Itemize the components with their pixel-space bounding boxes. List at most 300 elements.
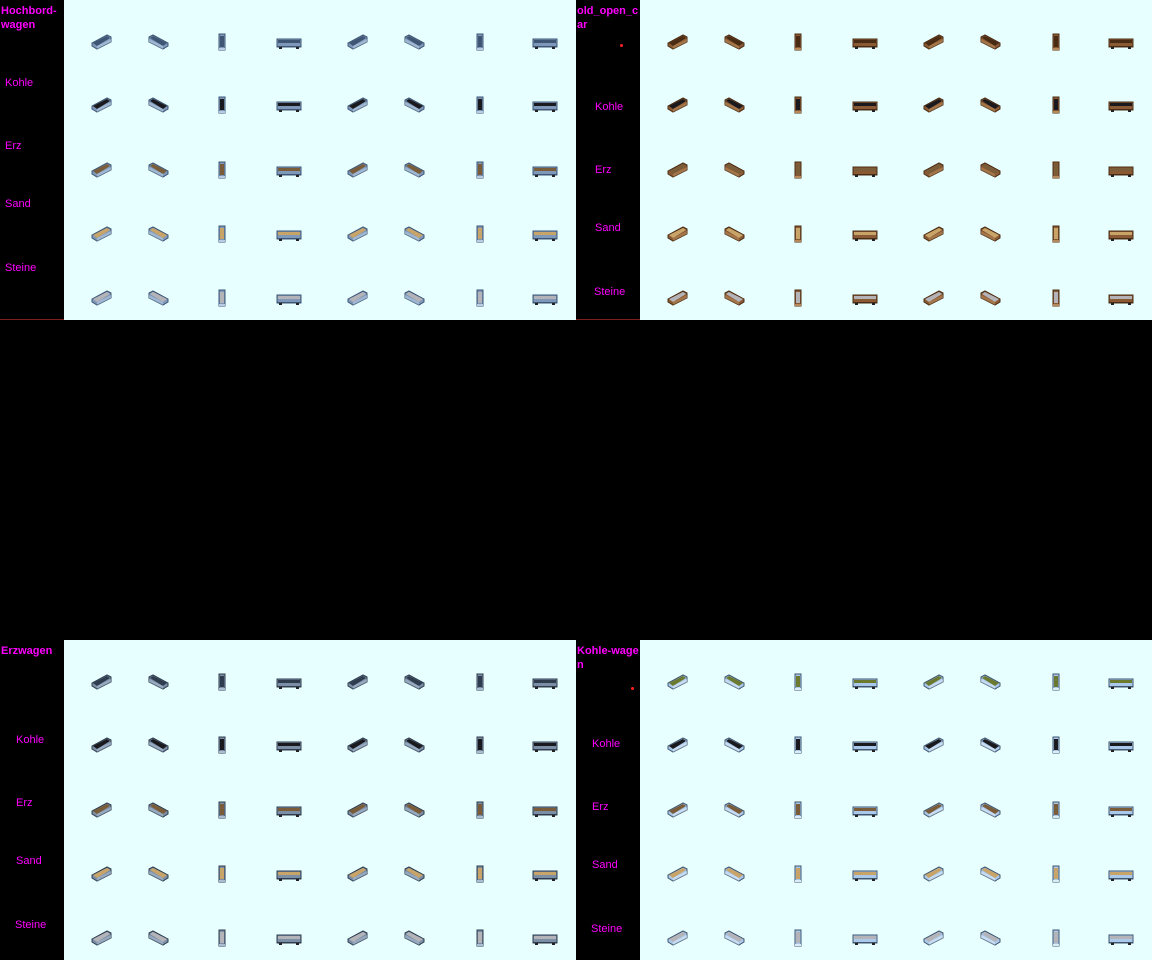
wagon-sprite-n-leer	[786, 32, 810, 52]
wagon-sprite-ne-kohle	[402, 735, 426, 755]
wagon-sprite-graphic	[146, 928, 170, 948]
wagon-sprite-graphic	[277, 800, 301, 820]
wagon-sprite-nw-steine	[90, 288, 114, 308]
wagon-sprite-graphic	[666, 672, 690, 692]
wagon-sprite-graphic	[146, 288, 170, 308]
wagon-sprite-graphic	[468, 735, 492, 755]
wagon-sprite-n-leer	[1044, 32, 1068, 52]
wagon-sprite-e-erz	[853, 160, 877, 180]
wagon-sprite-graphic	[978, 32, 1002, 52]
wagon-sprite-ne-sand	[978, 864, 1002, 884]
wagon-sprite-e-kohle	[277, 95, 301, 115]
wagon-sprite-ne-erz	[146, 160, 170, 180]
wagon-sprite-graphic	[786, 160, 810, 180]
wagon-sprite-n-sand	[210, 224, 234, 244]
wagon-sprite-graphic	[346, 800, 370, 820]
wagon-sprite-n-kohle	[1044, 95, 1068, 115]
wagon-sprite-graphic	[722, 800, 746, 820]
wagon-sprite-e-kohle	[853, 95, 877, 115]
wagon-sprite-graphic	[1109, 95, 1133, 115]
wagon-sprite-e-sand	[853, 224, 877, 244]
label-column	[0, 640, 64, 960]
wagon-sprite-e-steine	[277, 288, 301, 308]
wagon-sprite-n-leer	[468, 672, 492, 692]
wagon-sprite-graphic	[146, 672, 170, 692]
wagon-sprite-graphic	[1109, 800, 1133, 820]
wagon-sprite-graphic	[722, 735, 746, 755]
wagon-sprite-graphic	[90, 32, 114, 52]
wagon-sprite-n-leer	[210, 32, 234, 52]
wagon-sprite-graphic	[1044, 160, 1068, 180]
wagon-sprite-graphic	[346, 735, 370, 755]
wagon-sprite-graphic	[533, 160, 557, 180]
wagon-sprite-graphic	[1044, 95, 1068, 115]
wagon-sprite-graphic	[722, 95, 746, 115]
wagon-sprite-nw-leer	[666, 32, 690, 52]
wagon-sprite-n-sand	[468, 864, 492, 884]
wagon-sprite-graphic	[402, 672, 426, 692]
wagon-sprite-e-steine	[1109, 288, 1133, 308]
wagon-sprite-n-steine	[1044, 288, 1068, 308]
wagon-sprite-graphic	[90, 864, 114, 884]
wagon-sprite-nw-kohle	[666, 95, 690, 115]
sprite-sheet-erzwagen	[0, 640, 576, 960]
wagon-sprite-graphic	[978, 224, 1002, 244]
wagon-sprite-nw-leer	[90, 672, 114, 692]
wagon-sprite-ne-kohle	[402, 95, 426, 115]
wagon-sprite-ne-sand	[722, 224, 746, 244]
sheet-title: Erzwagen	[1, 645, 53, 657]
wagon-sprite-graphic	[402, 224, 426, 244]
sprite-grid	[64, 0, 576, 320]
wagon-sprite-nw-leer	[666, 672, 690, 692]
wagon-sprite-graphic	[277, 864, 301, 884]
cargo-label-kohle: Kohle	[592, 738, 621, 750]
wagon-sprite-ne-sand	[402, 864, 426, 884]
wagon-sprite-e-steine	[533, 288, 557, 308]
wagon-sprite-ne-kohle	[146, 95, 170, 115]
wagon-sprite-graphic	[978, 288, 1002, 308]
wagon-sprite-e-erz	[533, 800, 557, 820]
wagon-sprite-e-sand	[533, 224, 557, 244]
wagon-sprite-graphic	[1109, 672, 1133, 692]
wagon-sprite-n-kohle	[468, 95, 492, 115]
wagon-sprite-graphic	[922, 672, 946, 692]
wagon-sprite-graphic	[468, 288, 492, 308]
wagon-sprite-n-erz	[210, 160, 234, 180]
wagon-sprite-graphic	[1109, 224, 1133, 244]
sheet-title: Kohle-wagen	[577, 645, 639, 671]
wagon-sprite-n-erz	[468, 800, 492, 820]
wagon-sprite-nw-sand	[90, 864, 114, 884]
wagon-sprite-graphic	[722, 672, 746, 692]
wagon-sprite-e-sand	[1109, 224, 1133, 244]
wagon-sprite-graphic	[210, 800, 234, 820]
wagon-sprite-graphic	[786, 95, 810, 115]
wagon-sprite-graphic	[922, 928, 946, 948]
wagon-sprite-graphic	[1109, 32, 1133, 52]
sheet-title: Hochbord-wagen	[1, 5, 57, 31]
wagon-sprite-n-steine	[468, 928, 492, 948]
sprite-sheet-hochbordwagen	[0, 0, 576, 320]
wagon-sprite-graphic	[1109, 288, 1133, 308]
wagon-sprite-graphic	[468, 800, 492, 820]
wagon-sprite-ne-leer	[978, 32, 1002, 52]
wagon-sprite-graphic	[786, 864, 810, 884]
wagon-sprite-ne-erz	[402, 800, 426, 820]
wagon-sprite-graphic	[346, 864, 370, 884]
wagon-sprite-n-erz	[786, 800, 810, 820]
label-column	[576, 640, 640, 960]
wagon-sprite-nw-kohle	[922, 735, 946, 755]
wagon-sprite-graphic	[277, 224, 301, 244]
wagon-sprite-graphic	[533, 32, 557, 52]
wagon-sprite-e-steine	[1109, 928, 1133, 948]
cargo-label-steine: Steine	[15, 919, 47, 931]
wagon-sprite-graphic	[90, 672, 114, 692]
wagon-sprite-graphic	[853, 928, 877, 948]
wagon-sprite-ne-sand	[978, 224, 1002, 244]
wagon-sprite-e-kohle	[1109, 735, 1133, 755]
cargo-label-erz: Erz	[592, 801, 609, 813]
wagon-sprite-graphic	[210, 288, 234, 308]
wagon-sprite-graphic	[922, 95, 946, 115]
wagon-sprite-nw-steine	[922, 288, 946, 308]
wagon-sprite-graphic	[853, 735, 877, 755]
wagon-sprite-graphic	[468, 224, 492, 244]
wagon-sprite-graphic	[277, 160, 301, 180]
wagon-sprite-nw-steine	[666, 928, 690, 948]
wagon-sprite-nw-erz	[666, 800, 690, 820]
wagon-sprite-graphic	[146, 224, 170, 244]
wagon-sprite-ne-sand	[402, 224, 426, 244]
wagon-sprite-ne-leer	[722, 32, 746, 52]
wagon-sprite-graphic	[146, 864, 170, 884]
wagon-sprite-graphic	[210, 672, 234, 692]
wagon-sprite-n-sand	[1044, 864, 1068, 884]
wagon-sprite-graphic	[978, 735, 1002, 755]
origin-marker-dot	[620, 44, 623, 47]
wagon-sprite-ne-erz	[978, 800, 1002, 820]
cargo-label-erz: Erz	[16, 797, 33, 809]
wagon-sprite-n-kohle	[1044, 735, 1068, 755]
sprite-grid	[64, 640, 576, 960]
wagon-sprite-graphic	[346, 32, 370, 52]
wagon-sprite-graphic	[666, 224, 690, 244]
wagon-sprite-nw-kohle	[922, 95, 946, 115]
wagon-sprite-graphic	[210, 224, 234, 244]
wagon-sprite-ne-kohle	[978, 735, 1002, 755]
wagon-sprite-graphic	[786, 32, 810, 52]
wagon-sprite-graphic	[786, 224, 810, 244]
wagon-sprite-ne-erz	[402, 160, 426, 180]
wagon-sprite-nw-leer	[922, 32, 946, 52]
wagon-sprite-ne-kohle	[722, 735, 746, 755]
wagon-sprite-e-leer	[853, 672, 877, 692]
cargo-label-steine: Steine	[591, 923, 623, 935]
wagon-sprite-n-steine	[468, 288, 492, 308]
wagon-sprite-graphic	[922, 224, 946, 244]
wagon-sprite-ne-steine	[978, 288, 1002, 308]
wagon-sprite-graphic	[1109, 928, 1133, 948]
wagon-sprite-graphic	[786, 928, 810, 948]
wagon-sprite-graphic	[210, 160, 234, 180]
wagon-sprite-graphic	[468, 160, 492, 180]
sheet-baseline	[576, 319, 640, 320]
wagon-sprite-nw-leer	[922, 672, 946, 692]
wagon-sprite-e-kohle	[533, 735, 557, 755]
wagon-sprite-graphic	[722, 224, 746, 244]
wagon-sprite-n-sand	[1044, 224, 1068, 244]
wagon-sprite-e-sand	[1109, 864, 1133, 884]
wagon-sprite-n-leer	[468, 32, 492, 52]
wagon-sprite-graphic	[666, 288, 690, 308]
wagon-sprite-nw-erz	[346, 160, 370, 180]
wagon-sprite-n-sand	[468, 224, 492, 244]
cargo-label-kohle: Kohle	[595, 101, 624, 113]
wagon-sprite-graphic	[978, 928, 1002, 948]
wagon-sprite-graphic	[922, 735, 946, 755]
wagon-sprite-graphic	[533, 95, 557, 115]
wagon-sprite-e-erz	[277, 160, 301, 180]
wagon-sprite-graphic	[853, 160, 877, 180]
wagon-sprite-graphic	[1109, 160, 1133, 180]
wagon-sprite-graphic	[978, 864, 1002, 884]
wagon-sprite-graphic	[402, 928, 426, 948]
wagon-sprite-graphic	[90, 288, 114, 308]
wagon-sprite-e-erz	[277, 800, 301, 820]
wagon-sprite-ne-steine	[978, 928, 1002, 948]
wagon-sprite-graphic	[346, 288, 370, 308]
wagon-sprite-e-steine	[533, 928, 557, 948]
cargo-label-sand: Sand	[16, 855, 42, 867]
wagon-sprite-n-sand	[786, 224, 810, 244]
cargo-label-kohle: Kohle	[5, 77, 34, 89]
wagon-sprite-e-kohle	[1109, 95, 1133, 115]
wagon-sprite-graphic	[978, 800, 1002, 820]
cargo-label-steine: Steine	[5, 262, 37, 274]
wagon-sprite-nw-kohle	[666, 735, 690, 755]
wagon-sprite-graphic	[533, 672, 557, 692]
wagon-sprite-ne-steine	[146, 928, 170, 948]
wagon-sprite-ne-leer	[978, 672, 1002, 692]
wagon-sprite-graphic	[722, 928, 746, 948]
wagon-sprite-nw-sand	[346, 224, 370, 244]
wagon-sprite-nw-sand	[666, 224, 690, 244]
wagon-sprite-n-kohle	[210, 735, 234, 755]
wagon-sprite-graphic	[722, 32, 746, 52]
wagon-sprite-graphic	[666, 32, 690, 52]
cargo-label-sand: Sand	[5, 198, 31, 210]
wagon-sprite-graphic	[1044, 672, 1068, 692]
wagon-sprite-nw-sand	[922, 224, 946, 244]
wagon-sprite-ne-leer	[402, 672, 426, 692]
wagon-sprite-n-steine	[786, 928, 810, 948]
wagon-sprite-e-leer	[277, 32, 301, 52]
wagon-sprite-ne-erz	[722, 800, 746, 820]
wagon-sprite-e-steine	[853, 928, 877, 948]
wagon-sprite-nw-erz	[922, 160, 946, 180]
wagon-sprite-graphic	[210, 735, 234, 755]
wagon-sprite-e-sand	[533, 864, 557, 884]
wagon-sprite-graphic	[277, 672, 301, 692]
sprite-sheet-kohlewagen	[576, 640, 1152, 960]
wagon-sprite-n-erz	[210, 800, 234, 820]
wagon-sprite-graphic	[666, 95, 690, 115]
wagon-sprite-graphic	[1044, 800, 1068, 820]
wagon-sprite-n-steine	[1044, 928, 1068, 948]
wagon-sprite-graphic	[533, 864, 557, 884]
cargo-label-steine: Steine	[594, 286, 626, 298]
wagon-sprite-graphic	[210, 32, 234, 52]
wagon-sprite-ne-kohle	[978, 95, 1002, 115]
wagon-sprite-graphic	[90, 224, 114, 244]
wagon-sprite-n-sand	[210, 864, 234, 884]
wagon-sprite-graphic	[146, 95, 170, 115]
wagon-sprite-n-erz	[786, 160, 810, 180]
wagon-sprite-graphic	[210, 928, 234, 948]
wagon-sprite-graphic	[786, 735, 810, 755]
wagon-sprite-graphic	[853, 32, 877, 52]
wagon-sprite-graphic	[533, 800, 557, 820]
wagon-sprite-graphic	[146, 735, 170, 755]
wagon-sprite-e-kohle	[853, 735, 877, 755]
wagon-sprite-ne-leer	[146, 32, 170, 52]
wagon-sprite-n-erz	[1044, 160, 1068, 180]
cargo-label-sand: Sand	[592, 859, 618, 871]
wagon-sprite-nw-kohle	[90, 735, 114, 755]
wagon-sprite-graphic	[402, 288, 426, 308]
wagon-sprite-ne-sand	[722, 864, 746, 884]
origin-marker-dot	[631, 687, 634, 690]
wagon-sprite-nw-erz	[666, 160, 690, 180]
wagon-sprite-graphic	[402, 160, 426, 180]
wagon-sprite-n-steine	[786, 288, 810, 308]
wagon-sprite-n-sand	[786, 864, 810, 884]
wagon-sprite-ne-leer	[722, 672, 746, 692]
wagon-sprite-graphic	[346, 95, 370, 115]
wagon-sprite-graphic	[146, 32, 170, 52]
cargo-label-erz: Erz	[595, 164, 612, 176]
wagon-sprite-graphic	[90, 95, 114, 115]
wagon-sprite-n-steine	[210, 928, 234, 948]
wagon-sprite-graphic	[468, 928, 492, 948]
wagon-sprite-nw-kohle	[346, 95, 370, 115]
wagon-sprite-e-erz	[1109, 800, 1133, 820]
wagon-sprite-graphic	[468, 864, 492, 884]
wagon-sprite-ne-erz	[978, 160, 1002, 180]
wagon-sprite-e-kohle	[533, 95, 557, 115]
wagon-sprite-e-sand	[277, 864, 301, 884]
wagon-sprite-n-leer	[1044, 672, 1068, 692]
wagon-sprite-nw-erz	[346, 800, 370, 820]
wagon-sprite-graphic	[210, 864, 234, 884]
wagon-sprite-ne-sand	[146, 224, 170, 244]
wagon-sprite-n-steine	[210, 288, 234, 308]
wagon-sprite-nw-steine	[346, 288, 370, 308]
wagon-sprite-e-leer	[533, 32, 557, 52]
wagon-sprite-graphic	[978, 160, 1002, 180]
cargo-label-sand: Sand	[595, 222, 621, 234]
wagon-sprite-e-erz	[853, 800, 877, 820]
wagon-sprite-e-kohle	[277, 735, 301, 755]
wagon-sprite-graphic	[1044, 864, 1068, 884]
wagon-sprite-e-steine	[853, 288, 877, 308]
wagon-sprite-graphic	[468, 32, 492, 52]
wagon-sprite-graphic	[90, 735, 114, 755]
wagon-sprite-graphic	[922, 32, 946, 52]
wagon-sprite-graphic	[146, 160, 170, 180]
wagon-sprite-ne-erz	[146, 800, 170, 820]
wagon-sprite-ne-steine	[146, 288, 170, 308]
sprite-sheet-old-open-car	[576, 0, 1152, 320]
wagon-sprite-graphic	[922, 864, 946, 884]
wagon-sprite-e-erz	[1109, 160, 1133, 180]
wagon-sprite-nw-steine	[666, 288, 690, 308]
wagon-sprite-n-leer	[786, 672, 810, 692]
wagon-sprite-graphic	[533, 928, 557, 948]
wagon-sprite-nw-erz	[922, 800, 946, 820]
wagon-sprite-graphic	[853, 224, 877, 244]
wagon-sprite-graphic	[402, 864, 426, 884]
wagon-sprite-nw-erz	[90, 160, 114, 180]
wagon-sprite-graphic	[210, 95, 234, 115]
cargo-label-erz: Erz	[5, 140, 22, 152]
label-column	[576, 0, 640, 320]
wagon-sprite-n-kohle	[468, 735, 492, 755]
wagon-sprite-graphic	[1044, 735, 1068, 755]
wagon-sprite-graphic	[277, 32, 301, 52]
wagon-sprite-ne-leer	[146, 672, 170, 692]
wagon-sprite-graphic	[402, 735, 426, 755]
wagon-sprite-graphic	[1109, 735, 1133, 755]
wagon-sprite-nw-kohle	[90, 95, 114, 115]
wagon-sprite-nw-leer	[346, 32, 370, 52]
wagon-sprite-graphic	[786, 288, 810, 308]
sheet-title: old_open_car	[577, 5, 639, 31]
wagon-sprite-ne-kohle	[722, 95, 746, 115]
wagon-sprite-ne-sand	[146, 864, 170, 884]
wagon-sprite-graphic	[533, 735, 557, 755]
wagon-sprite-nw-sand	[922, 864, 946, 884]
wagon-sprite-e-steine	[277, 928, 301, 948]
wagon-sprite-graphic	[346, 160, 370, 180]
sprite-grid	[640, 0, 1152, 320]
wagon-sprite-nw-leer	[346, 672, 370, 692]
wagon-sprite-graphic	[922, 800, 946, 820]
wagon-sprite-graphic	[853, 864, 877, 884]
wagon-sprite-nw-sand	[346, 864, 370, 884]
wagon-sprite-graphic	[533, 288, 557, 308]
wagon-sprite-graphic	[666, 928, 690, 948]
wagon-sprite-e-leer	[277, 672, 301, 692]
wagon-sprite-graphic	[277, 928, 301, 948]
wagon-sprite-graphic	[1044, 224, 1068, 244]
wagon-sprite-nw-steine	[90, 928, 114, 948]
wagon-sprite-graphic	[666, 735, 690, 755]
wagon-sprite-graphic	[722, 288, 746, 308]
wagon-sprite-graphic	[146, 800, 170, 820]
sprite-grid	[640, 640, 1152, 960]
wagon-sprite-graphic	[922, 160, 946, 180]
wagon-sprite-graphic	[786, 672, 810, 692]
wagon-sprite-graphic	[853, 95, 877, 115]
wagon-sprite-n-kohle	[786, 95, 810, 115]
wagon-sprite-ne-kohle	[146, 735, 170, 755]
wagon-sprite-nw-steine	[346, 928, 370, 948]
wagon-sprite-n-erz	[1044, 800, 1068, 820]
wagon-sprite-ne-leer	[402, 32, 426, 52]
